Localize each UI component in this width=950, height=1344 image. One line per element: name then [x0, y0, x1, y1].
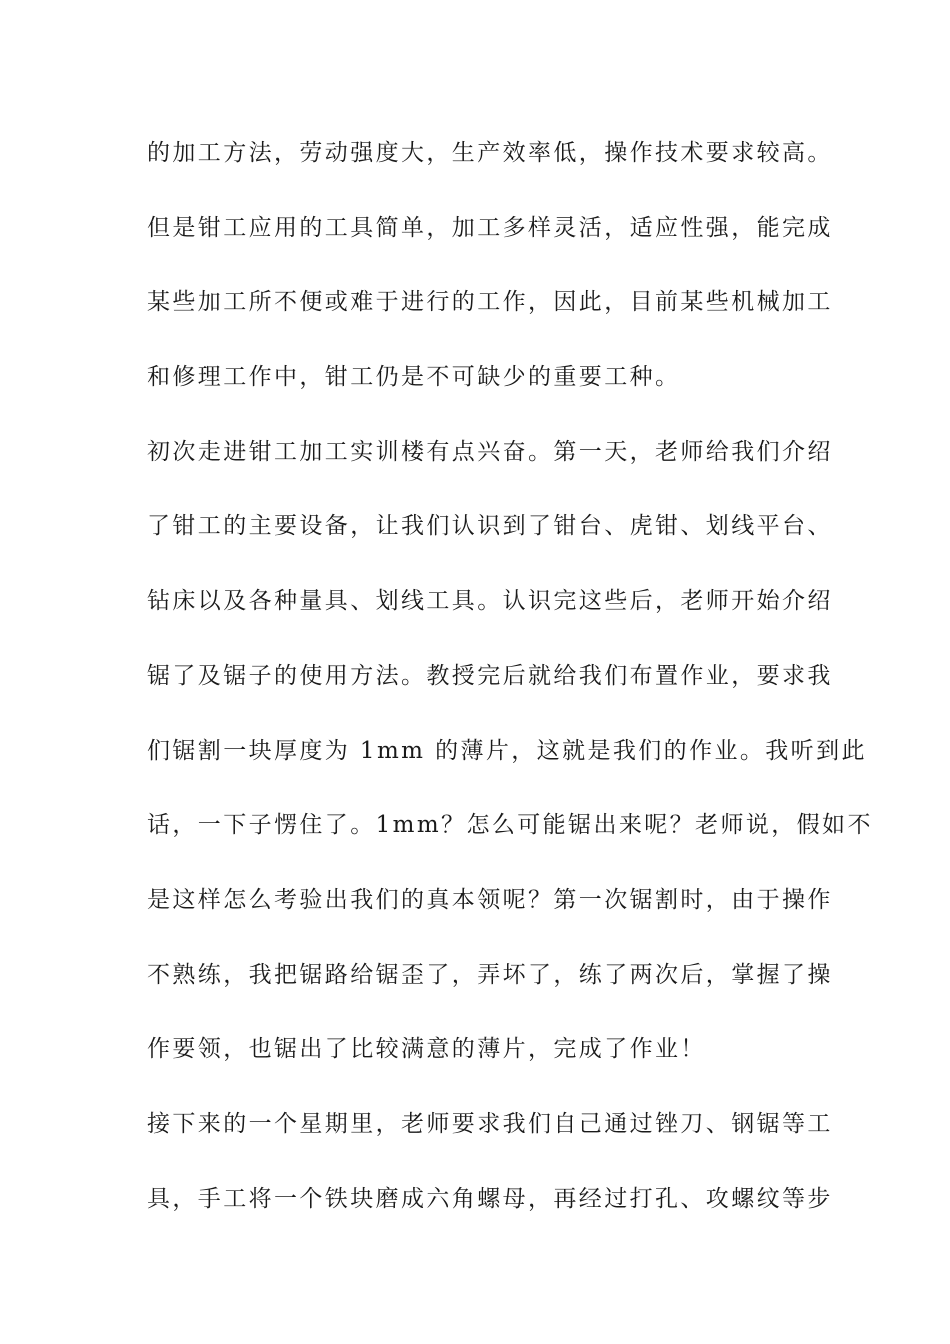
text-line: 和修理工作中，钳工仍是不可缺少的重要工种。	[147, 364, 681, 391]
text-line: 了钳工的主要设备，让我们认识到了钳台、虎钳、划线平台、	[147, 513, 833, 540]
text-line: 话，一下子愣住了。1mm？怎么可能锯出来呢？老师说，假如不	[147, 812, 873, 839]
text-line: 具，手工将一个铁块磨成六角螺母，再经过打孔、攻螺纹等步	[147, 1185, 833, 1212]
text-line: 们锯割一块厚度为 1mm 的薄片，这就是我们的作业。我听到此	[147, 737, 867, 764]
text-line: 但是钳工应用的工具简单，加工多样灵活，适应性强，能完成	[147, 214, 833, 241]
text-line: 某些加工所不便或难于进行的工作，因此，目前某些机械加工	[147, 289, 833, 316]
text-line: 初次走进钳工加工实训楼有点兴奋。第一天，老师给我们介绍	[147, 438, 833, 465]
text-line: 钻床以及各种量具、划线工具。认识完这些后，老师开始介绍	[147, 588, 833, 615]
text-line: 是这样怎么考验出我们的真本领呢？第一次锯割时，由于操作	[147, 886, 833, 913]
text-line: 不熟练，我把锯路给锯歪了，弄坏了，练了两次后，掌握了操	[147, 961, 833, 988]
text-line: 锯了及锯子的使用方法。教授完后就给我们布置作业，要求我	[147, 662, 833, 689]
text-line: 接下来的一个星期里，老师要求我们自己通过锉刀、钢锯等工	[147, 1110, 833, 1137]
body-text	[147, 130, 873, 1250]
text-line: 的加工方法，劳动强度大，生产效率低，操作技术要求较高。	[147, 140, 833, 166]
text-line: 作要领，也锯出了比较满意的薄片，完成了作业！	[147, 1036, 706, 1063]
